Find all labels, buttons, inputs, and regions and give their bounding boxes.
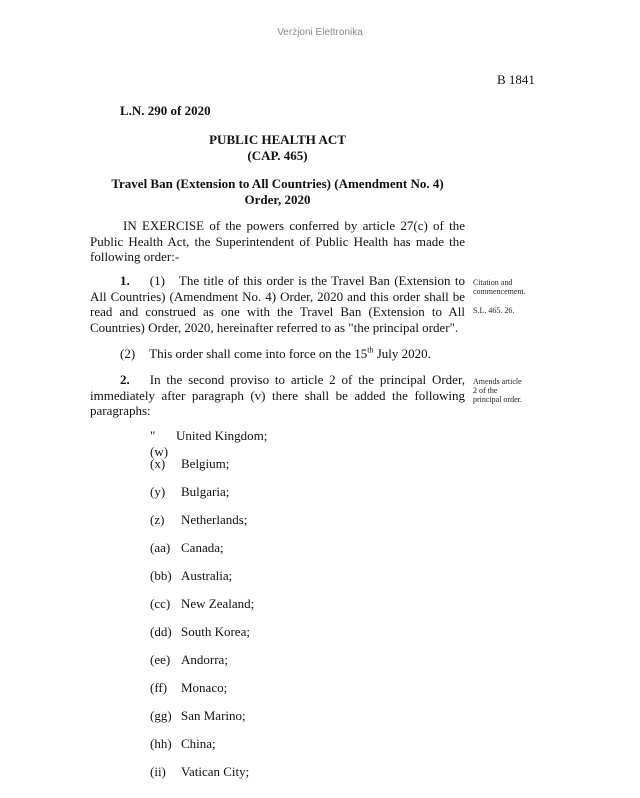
paragraph-2 xyxy=(90,372,465,419)
list-item-label: (y) xyxy=(150,484,166,499)
list-item-label: (ee) xyxy=(150,652,171,667)
country-list xyxy=(0,428,640,798)
list-item-label: (x) xyxy=(150,456,166,471)
list-item-country: Canada; xyxy=(181,540,224,555)
list-item-country: Vatican City; xyxy=(181,764,250,779)
paragraph-1 xyxy=(90,273,465,335)
order-title-line2: Order, 2020 xyxy=(244,192,311,207)
list-item-label: (z) xyxy=(150,512,165,527)
paragraph-text: In the second proviso to article 2 of the principal Order, immediately after paragraph (v) there shall be added the following paragraphs: xyxy=(90,372,465,418)
list-item-country: United Kingdom; xyxy=(176,428,268,443)
list-item-label: (gg) xyxy=(150,708,172,723)
ordinal-suffix: th xyxy=(367,345,374,355)
list-item-label: (ii) xyxy=(150,764,166,779)
act-heading xyxy=(90,132,465,164)
list-item-label: (dd) xyxy=(150,624,172,639)
order-title-line1: Travel Ban (Extension to All Countries) (Amendment No. 4) xyxy=(111,176,444,191)
subparagraph-number: (2) xyxy=(120,346,136,361)
paragraph-text: The title of this order is the Travel Ban (Extension to All Countries) (Amendment No. 4) Order, 2020 and this order shall be read and construed as one with the Travel Ban (Extension to All Countries) Order, 2020, hereinafter referred to as "the principal order". xyxy=(90,273,465,335)
commencement-text-end: July 2020. xyxy=(373,346,431,361)
paragraph-number: 1. xyxy=(120,273,130,288)
list-item-country: Monaco; xyxy=(181,680,228,695)
intro-paragraph: IN EXERCISE of the powers conferred by article 27(c) of the Public Health Act, the Superintendent of Public Health has made the following order:- xyxy=(90,218,465,264)
list-item-label: (hh) xyxy=(150,736,172,751)
list-item-country: South Korea; xyxy=(181,624,250,639)
list-item-label: (ff) xyxy=(150,680,168,695)
margin-note-line: principal order. xyxy=(473,395,522,404)
margin-note-citation xyxy=(473,278,526,296)
list-item-label: "(w) xyxy=(150,428,169,459)
order-title xyxy=(90,176,465,208)
act-chapter: (CAP. 465) xyxy=(247,148,308,163)
paragraph-number: 2. xyxy=(120,372,130,387)
margin-note-line: Amends article xyxy=(473,377,522,386)
list-item-country: Bulgaria; xyxy=(181,484,230,499)
list-item-label: (aa) xyxy=(150,540,171,555)
paragraph-1-sub-2 xyxy=(90,346,465,362)
list-item-country: Netherlands; xyxy=(181,512,248,527)
margin-note-sl-reference: S.L. 465. 26. xyxy=(473,306,515,315)
margin-note-line: Citation and xyxy=(473,278,513,287)
page-code: B 1841 xyxy=(497,72,535,87)
margin-note-line: commencement. xyxy=(473,287,526,296)
list-item-country: New Zealand; xyxy=(181,596,255,611)
list-item-country: Belgium; xyxy=(181,456,230,471)
legal-notice-number: L.N. 290 of 2020 xyxy=(120,103,211,118)
commencement-text: This order shall come into force on the 15 xyxy=(149,346,368,361)
list-item-label: (bb) xyxy=(150,568,172,583)
list-item-country: San Marino; xyxy=(181,708,246,723)
margin-note-line: 2 of the xyxy=(473,386,498,395)
margin-note-amends xyxy=(473,377,522,404)
electronic-version-header: Verżjoni Elettronika xyxy=(277,27,363,38)
list-item-label: (cc) xyxy=(150,596,171,611)
list-item-country: China; xyxy=(181,736,216,751)
list-item-country: Andorra; xyxy=(181,652,228,667)
list-item-country: Australia; xyxy=(181,568,233,583)
act-title: PUBLIC HEALTH ACT xyxy=(209,132,346,147)
subparagraph-number: (1) xyxy=(149,273,165,288)
